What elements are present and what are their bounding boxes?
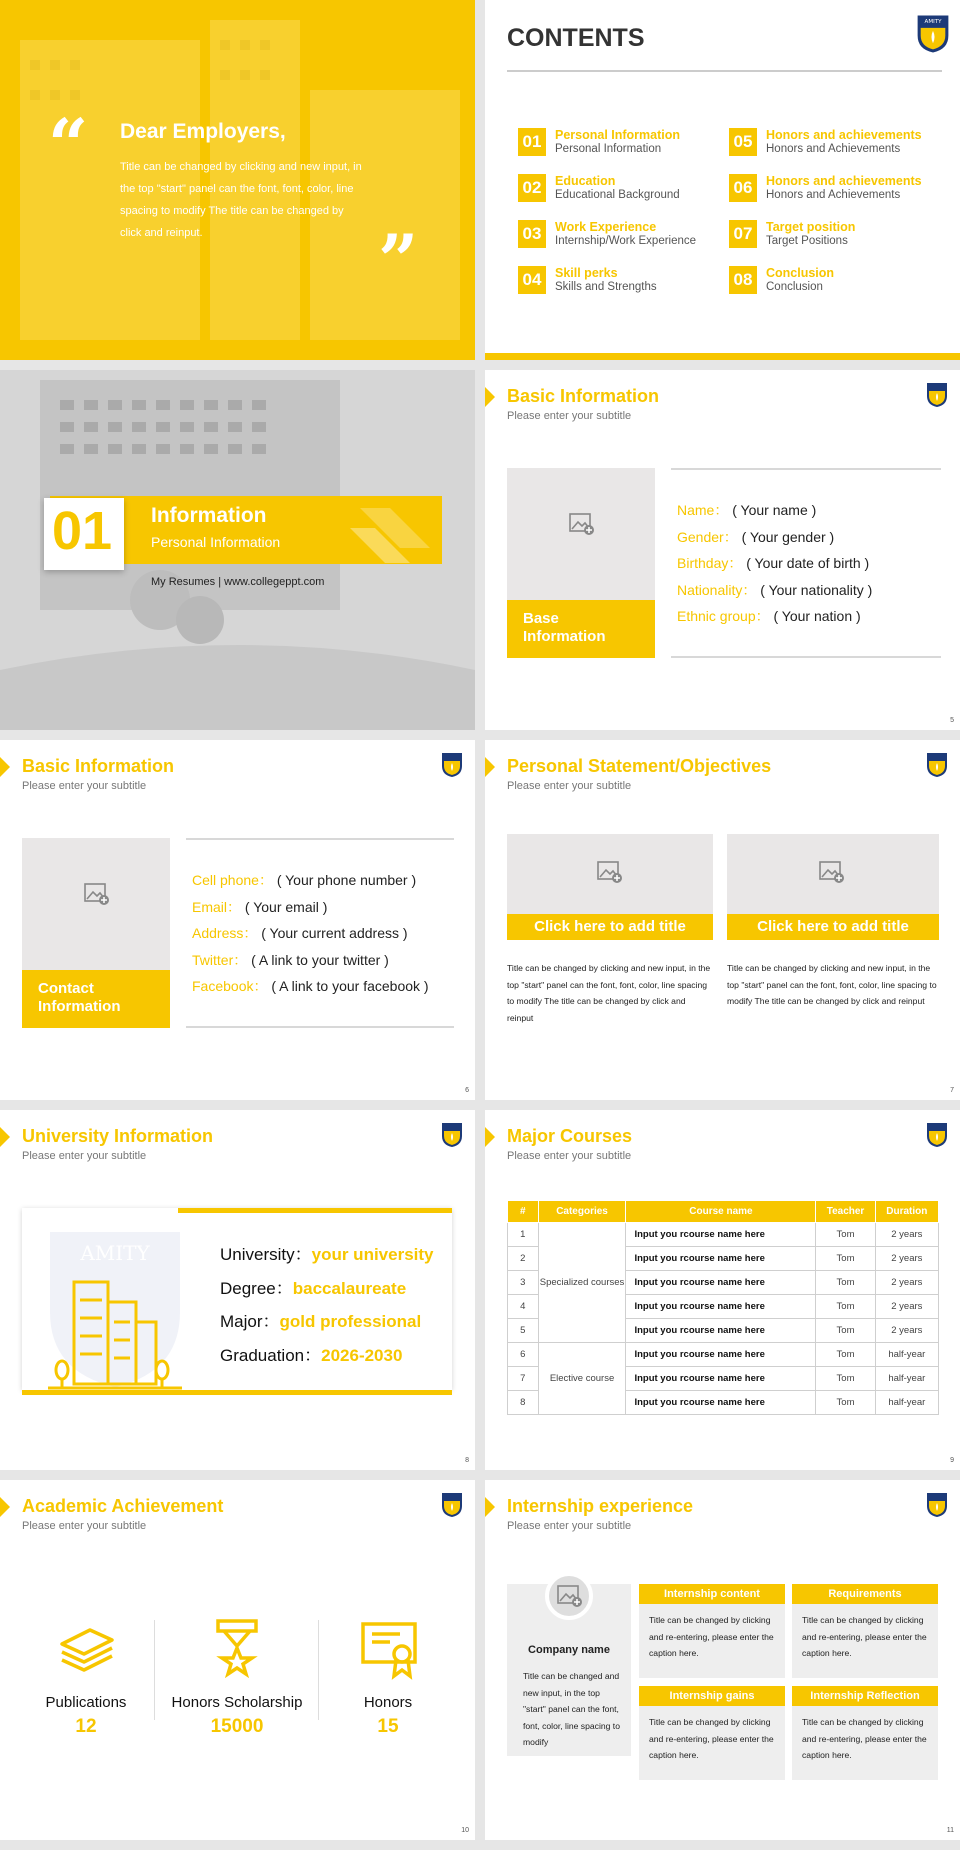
internship-box-body: Title can be changed by clicking and re-entering, please enter the caption here.: [649, 1615, 774, 1658]
card-2-body: Title can be changed by clicking and new input, in the top "start" panel can the font, font, color, line spacing to modify The title can be changed by click and reinput: [727, 963, 937, 1006]
svg-text:AMITY: AMITY: [80, 1241, 150, 1265]
duration-cell: half-year: [875, 1343, 938, 1367]
contents-bottom-bar: [485, 353, 960, 360]
contents-item-title[interactable]: Personal Information: [555, 128, 681, 142]
fields-bottom-line: [186, 1026, 454, 1028]
row-number: 7: [508, 1367, 539, 1391]
slide-subtitle: Please enter your subtitle: [22, 1150, 147, 1162]
internship-box-body: Title can be changed by clicking and re-entering, please enter the caption here.: [649, 1717, 774, 1760]
field-label: Degree：: [220, 1278, 293, 1298]
row-number: 1: [508, 1223, 539, 1247]
section-title: Information: [151, 504, 267, 527]
course-name-cell[interactable]: Input you rcourse name here: [626, 1271, 816, 1295]
row-number: 6: [508, 1343, 539, 1367]
slide-subtitle: Please enter your subtitle: [22, 1520, 147, 1532]
field-value[interactable]: ( Your gender ): [737, 528, 835, 545]
open-quote-icon: “: [48, 103, 89, 186]
card-1-title[interactable]: Click here to add title: [507, 914, 713, 940]
internship-box-body: Title can be changed by clicking and re-entering, please enter the caption here.: [802, 1615, 927, 1658]
row-number: 4: [508, 1295, 539, 1319]
amity-logo: [926, 752, 948, 778]
slide-contact-information[interactable]: [0, 740, 475, 1100]
university-field: [220, 1307, 421, 1332]
course-name-cell[interactable]: Input you rcourse name here: [626, 1367, 816, 1391]
svg-text:AMITY: AMITY: [924, 19, 942, 26]
slide-title: Basic Information: [22, 756, 175, 776]
teacher-cell: Tom: [816, 1223, 875, 1247]
contents-number-badge: 07: [729, 220, 757, 248]
field-label: Facebook：: [192, 978, 268, 994]
contents-divider: [507, 70, 942, 72]
info-field: [192, 897, 327, 917]
base-information-label: Base Information: [507, 600, 655, 658]
add-image-icon[interactable]: [557, 1584, 583, 1608]
amity-logo: [916, 14, 950, 54]
slide-title: Personal Statement/Objectives: [507, 756, 772, 776]
course-name-cell[interactable]: Input you rcourse name here: [626, 1319, 816, 1343]
amity-logo: [441, 1122, 463, 1148]
page-number: 10: [461, 1827, 469, 1834]
info-field: [677, 527, 834, 547]
field-label: Twitter：: [192, 951, 248, 968]
duration-cell: 2 years: [875, 1271, 938, 1295]
university-field: [220, 1341, 402, 1366]
field-label: Cell phone：: [192, 872, 273, 888]
field-value[interactable]: ( Your phone number ): [272, 872, 417, 888]
slide-dear-employers[interactable]: [0, 0, 475, 360]
slide-university-information[interactable]: [0, 1110, 475, 1470]
field-value[interactable]: ( Your date of birth ): [742, 555, 870, 571]
slide-contents[interactable]: [485, 0, 960, 360]
row-number: 2: [508, 1247, 539, 1271]
card-1-body: Title can be changed by clicking and new input, in the top "start" panel can the font, font, color, line spacing to modify The title can be changed by click and reinput: [507, 963, 711, 1023]
info-field: [192, 923, 408, 943]
row-number: 3: [508, 1271, 539, 1295]
col-course-name: Course name: [626, 1201, 816, 1223]
slide-subtitle: Please enter your subtitle: [507, 1520, 632, 1532]
university-building-icon: [40, 1222, 190, 1390]
page-number: 9: [950, 1457, 954, 1464]
category-cell: Specialized courses: [538, 1223, 626, 1343]
teacher-cell: Tom: [816, 1367, 875, 1391]
title-marker-icon: [485, 1127, 495, 1147]
field-label: Nationality：: [677, 581, 757, 598]
contents-item-title[interactable]: Target position: [766, 220, 856, 234]
contents-number-badge: 08: [729, 266, 757, 294]
page-number: 5: [950, 717, 954, 724]
internship-box-title[interactable]: Internship gains: [639, 1686, 785, 1706]
achievement-label: Honors Scholarship: [171, 1694, 303, 1711]
slide-title: Academic Achievement: [22, 1496, 224, 1516]
card-bottom-accent: [22, 1390, 452, 1395]
company-body: Title can be changed and new input, in the top "start" panel can the font, font, color, line spacing to modify: [523, 1671, 620, 1747]
contact-information-label: Contact Information: [22, 970, 170, 1028]
add-image-icon[interactable]: [569, 512, 595, 536]
course-name-cell[interactable]: Input you rcourse name here: [626, 1295, 816, 1319]
field-value[interactable]: your university: [311, 1245, 434, 1264]
contents-item-subtitle: Honors and Achievements: [766, 143, 901, 155]
field-label: Address：: [192, 925, 258, 941]
books-icon: [56, 1622, 116, 1678]
col-teacher: Teacher: [816, 1201, 875, 1223]
contents-number-badge: 02: [518, 174, 546, 202]
contents-item-subtitle: Target Positions: [766, 235, 848, 247]
university-field: [220, 1240, 434, 1265]
slide-title: Internship experience: [507, 1496, 694, 1516]
field-value[interactable]: ( A link to your facebook ): [267, 978, 429, 994]
contents-item-subtitle: Skills and Strengths: [555, 281, 657, 293]
teacher-cell: Tom: [816, 1391, 875, 1415]
courses-table: [507, 1200, 939, 1415]
university-field: [220, 1274, 406, 1299]
close-quote-icon: ”: [378, 219, 419, 302]
category-cell: Elective course: [538, 1343, 626, 1415]
duration-cell: 2 years: [875, 1295, 938, 1319]
title-marker-icon: [485, 757, 495, 777]
letter-body: Title can be changed by clicking and new input, in the top "start" panel can the font, font, color, line spacing to modify The title can be changed by click and reinput.: [120, 161, 362, 239]
card-2-title[interactable]: Click here to add title: [727, 914, 939, 940]
achievement-value: 15: [377, 1716, 399, 1737]
amity-logo: [441, 1492, 463, 1518]
contents-item-subtitle: Conclusion: [766, 281, 823, 293]
field-value[interactable]: 2026-2030: [321, 1345, 403, 1365]
field-value[interactable]: ( Your nationality ): [756, 581, 873, 598]
slide-major-courses[interactable]: [485, 1110, 960, 1470]
contents-item-title[interactable]: Work Experience: [555, 220, 657, 234]
course-name-cell[interactable]: Input you rcourse name here: [626, 1247, 816, 1271]
title-marker-icon: [0, 757, 10, 777]
slide-subtitle: Please enter your subtitle: [507, 410, 632, 422]
field-label: Ethnic group：: [677, 608, 770, 624]
table-row: [508, 1343, 939, 1367]
duration-cell: half-year: [875, 1367, 938, 1391]
title-marker-icon: [485, 1497, 495, 1517]
internship-box-title[interactable]: Requirements: [792, 1584, 938, 1604]
achievement-label: Publications: [45, 1694, 127, 1711]
medal-icon: [214, 1618, 260, 1678]
courses-header-row: [508, 1201, 939, 1223]
amity-logo: [441, 752, 463, 778]
contents-item-subtitle: Internship/Work Experience: [555, 235, 697, 247]
amity-logo: [926, 382, 948, 408]
col-number: #: [508, 1201, 539, 1223]
field-label: Graduation：: [220, 1345, 322, 1365]
course-name-cell[interactable]: Input you rcourse name here: [626, 1223, 816, 1247]
achievement-label: Honors: [363, 1694, 413, 1711]
col-duration: Duration: [875, 1201, 938, 1223]
fields-bottom-line: [671, 656, 941, 658]
fields-top-line: [671, 468, 941, 470]
info-field: [677, 606, 861, 626]
contents-item-title[interactable]: Conclusion: [766, 266, 835, 280]
contents-number-badge: 06: [729, 174, 757, 202]
page-number: 11: [946, 1827, 954, 1834]
teacher-cell: Tom: [816, 1247, 875, 1271]
field-value[interactable]: ( Your name ): [728, 502, 817, 518]
table-row: [508, 1223, 939, 1247]
duration-cell: 2 years: [875, 1319, 938, 1343]
contents-number-badge: 03: [518, 220, 546, 248]
section-subtitle: Personal Information: [151, 534, 281, 550]
course-name-cell[interactable]: Input you rcourse name here: [626, 1391, 816, 1415]
internship-box-title[interactable]: Internship content: [639, 1584, 785, 1604]
contents-item-subtitle: Educational Background: [555, 189, 680, 201]
internship-box-title[interactable]: Internship Reflection: [792, 1686, 938, 1706]
fields-top-line: [186, 838, 454, 840]
field-label: University：: [220, 1245, 312, 1264]
achievement-value: 12: [75, 1716, 97, 1737]
contents-item-title[interactable]: Honors and achievements: [766, 174, 922, 188]
add-image-icon[interactable]: [597, 860, 623, 884]
section-number: 01: [52, 501, 113, 561]
field-value[interactable]: ( Your current address ): [257, 925, 408, 941]
contents-number-badge: 01: [518, 128, 546, 156]
letter-title: Dear Employers,: [120, 120, 286, 143]
achievement-value: 15000: [210, 1716, 264, 1737]
company-name: Company name: [528, 1644, 610, 1656]
info-field: [192, 870, 416, 890]
contents-item-title[interactable]: Skill perks: [555, 266, 618, 280]
page-number: 7: [950, 1087, 954, 1094]
teacher-cell: Tom: [816, 1343, 875, 1367]
field-value[interactable]: ( Your email ): [241, 898, 328, 915]
slide-title: Basic Information: [507, 386, 660, 406]
slide-title: Major Courses: [507, 1126, 633, 1146]
course-name-cell[interactable]: Input you rcourse name here: [626, 1343, 816, 1367]
info-field: [677, 500, 816, 520]
teacher-cell: Tom: [816, 1295, 875, 1319]
field-label: Name：: [677, 502, 729, 518]
slide-personal-statement[interactable]: [485, 740, 960, 1100]
field-label: Email：: [192, 898, 242, 915]
title-marker-icon: [485, 387, 495, 407]
duration-cell: half-year: [875, 1391, 938, 1415]
field-value[interactable]: gold professional: [279, 1312, 422, 1331]
duration-cell: 2 years: [875, 1223, 938, 1247]
field-label: Birthday：: [677, 555, 743, 571]
slide-title: University Information: [22, 1126, 214, 1146]
page-number: 6: [465, 1087, 469, 1094]
internship-box-body: Title can be changed by clicking and re-entering, please enter the caption here.: [802, 1717, 927, 1760]
info-field: [677, 553, 869, 573]
slide-academic-achievement[interactable]: [0, 1480, 475, 1840]
contents-number-badge: 05: [729, 128, 757, 156]
info-field: [192, 950, 389, 970]
field-label: Major：: [220, 1312, 280, 1331]
teacher-cell: Tom: [816, 1319, 875, 1343]
contents-item-subtitle: Personal Information: [555, 143, 662, 155]
contents-title: CONTENTS: [507, 24, 645, 52]
certificate-icon: [360, 1620, 420, 1680]
teacher-cell: Tom: [816, 1271, 875, 1295]
info-field: [192, 976, 429, 996]
card-top-accent: [178, 1208, 452, 1213]
field-value[interactable]: baccalaureate: [292, 1278, 407, 1298]
contents-item-subtitle: Honors and Achievements: [766, 189, 901, 201]
add-image-icon[interactable]: [819, 860, 845, 884]
section-tagline: My Resumes | www.collegeppt.com: [151, 576, 325, 588]
title-marker-icon: [0, 1497, 10, 1517]
row-number: 5: [508, 1319, 539, 1343]
amity-logo: [926, 1122, 948, 1148]
amity-logo: [926, 1492, 948, 1518]
slide-internship-experience[interactable]: [485, 1480, 960, 1840]
slide-subtitle: Please enter your subtitle: [507, 780, 632, 792]
contents-number-badge: 04: [518, 266, 546, 294]
duration-cell: 2 years: [875, 1247, 938, 1271]
row-number: 8: [508, 1391, 539, 1415]
field-label: Gender：: [677, 528, 738, 545]
slide-section-01[interactable]: [0, 370, 475, 730]
info-field: [677, 580, 872, 600]
col-categories: Categories: [538, 1201, 626, 1223]
slide-basic-information[interactable]: [485, 370, 960, 730]
field-value[interactable]: ( Your nation ): [769, 608, 861, 624]
decorative-stripes: [350, 508, 440, 568]
field-value[interactable]: ( A link to your twitter ): [247, 951, 389, 968]
contents-item-title[interactable]: Honors and achievements: [766, 128, 922, 142]
slide-subtitle: Please enter your subtitle: [22, 780, 147, 792]
slide-subtitle: Please enter your subtitle: [507, 1150, 632, 1162]
page-number: 8: [465, 1457, 469, 1464]
title-marker-icon: [0, 1127, 10, 1147]
contents-item-title[interactable]: Education: [555, 174, 616, 188]
add-image-icon[interactable]: [84, 882, 110, 906]
